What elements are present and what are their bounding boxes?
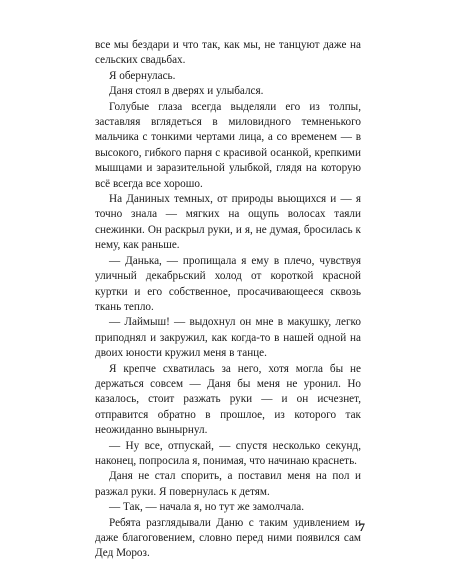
paragraph-3: Даня стоял в дверях и улыбался. [109,85,264,98]
paragraph-4: Голубые глаза всегда выделяли его из толпы, заставляя вглядеться в миловидного темненького мальчика с тонкими чертами лица, а со временем — в высокого, гибкого парня с красивой осанкой, крепкими мышцами и заразительной улыбкой, глядя на которую всё всегда все хорошо. [95,100,361,190]
paragraph-12: Ребята разглядывали Даню с таким удивлением и даже благоговением, словно перед ними появился сам Дед Мороз. [95,516,361,560]
paragraph-1: все мы бездари и что так, как мы, не танцуют даже на сельских свадьбах. [95,39,361,67]
body-text [95,38,361,562]
paragraph-11: — Так, — начала я, но тут же замолчала. [109,501,305,514]
paragraph-8: Я крепче схватилась за него, хотя могла бы не держаться совсем — Даня бы меня не уронил. Но казалось, стоит разжать руки — и он исчезнет, отправится обратно в прошлое, из которого так неожиданно вынырнул. [95,362,361,437]
page-number: 7 [359,520,365,534]
paragraph-7: — Лаймыш! — выдохнул он мне в макушку, легко приподнял и закружил, как когда-то в нашей одной на двоих юности кружил меня в танце. [95,316,361,360]
paragraph-5: На Даниных темных, от природы вьющихся и — я точно знала — мягких на ощупь волосах таяли снежинки. Он раскрыл руки, и я, не думая, бросилась к нему, как раньше. [95,193,361,252]
paragraph-10: Даня не стал спорить, а поставил меня на пол и разжал руки. Я повернулась к детям. [95,470,361,498]
paragraph-2: Я обернулась. [109,69,176,82]
paragraph-6: — Данька, — пропищала я ему в плечо, чувствуя уличный декабрьский холод от короткой красной куртки и его собственное, просачивающееся сквозь ткань тепло. [95,254,361,313]
paragraph-9: — Ну все, отпускай, — спустя несколько секунд, наконец, попросила я, понимая, что начинаю краснеть. [95,439,361,467]
